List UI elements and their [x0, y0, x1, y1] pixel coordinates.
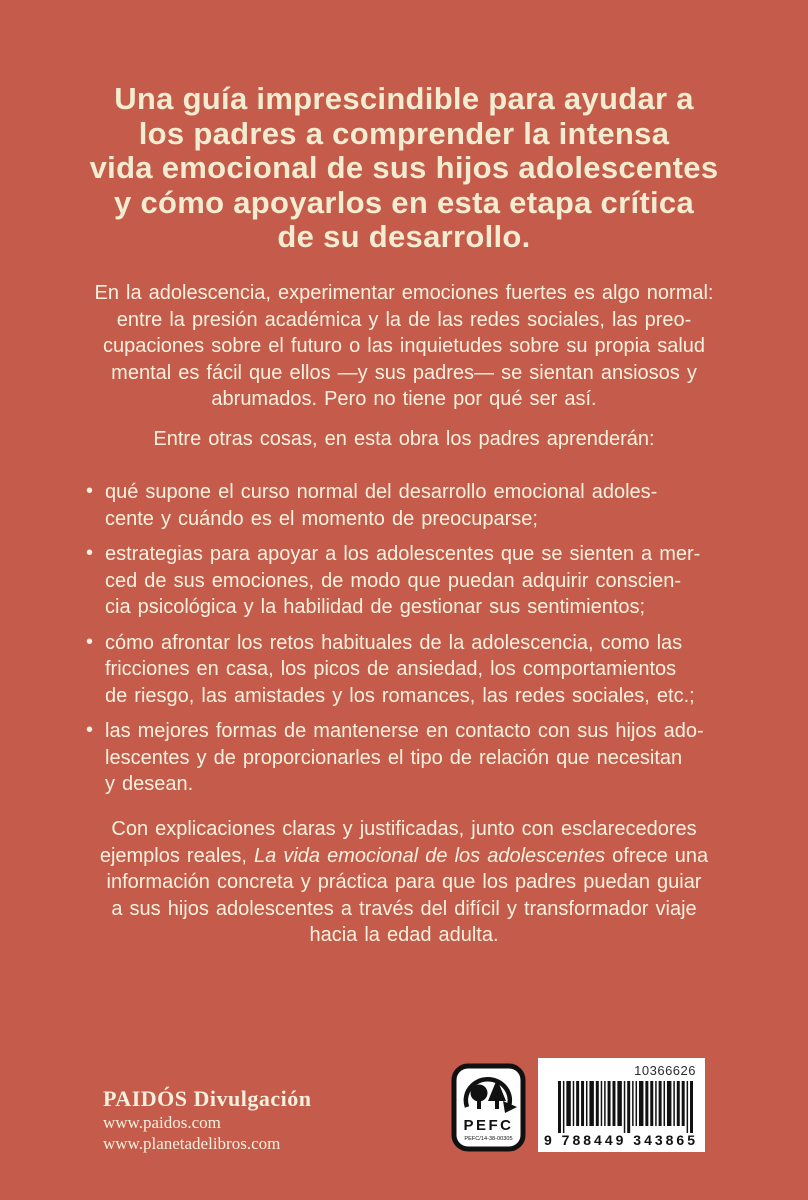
intro-line: En la adolescencia, experimentar emociones fuertes es algo normal:: [94, 282, 714, 304]
headline-line: y cómo apoyarlos en esta etapa crítica: [114, 184, 694, 220]
product-number: 10366626: [634, 1063, 696, 1078]
pefc-logo-svg: [451, 1063, 526, 1152]
publisher-block: [103, 1086, 311, 1154]
closing-line: hacia la edad adulta.: [309, 924, 499, 946]
closing-line: Con explicaciones claras y justificadas, junto con esclarecedores: [111, 818, 697, 840]
pefc-cert-number: PEFC/14-38-00305: [464, 1136, 513, 1142]
bullet-item: • qué supone el curso normal del desarrollo emocional adoles- cente y cuándo es el momento de preocuparse;: [86, 480, 658, 530]
closing-line: a sus hijos adolescentes a través del difícil y transformador viaje: [111, 897, 697, 920]
headline-line: vida emocional de sus hijos adolescentes: [89, 150, 719, 185]
publisher-imprint: PAIDÓS Divulgación: [103, 1086, 312, 1111]
closing-line: información concreta y práctica para que los padres puedan guiar: [106, 871, 702, 893]
bullet-item: • cómo afrontar los retos habituales de la adolescencia, como las fricciones en casa, los picos de ansiedad, los comportamientos de riesgo, las amistades y los romances, las redes sociales, etc.;: [86, 630, 695, 707]
barcode-panel: [538, 1058, 705, 1152]
list-intro: Entre otras cosas, en esta obra los padres aprenderán:: [153, 428, 655, 450]
bullet-dot-icon: •: [86, 719, 94, 741]
bullet-dot-icon: •: [86, 542, 94, 564]
pefc-logo: [451, 1063, 526, 1152]
intro-line: abrumados. Pero no tiene por qué ser así.: [211, 388, 597, 410]
intro-paragraph: [84, 280, 724, 413]
pefc-label: PEFC: [463, 1117, 514, 1134]
url-planetadelibros: www.planetadelibros.com: [103, 1134, 281, 1153]
bullet-item: • estrategias para apoyar a los adolescentes que se sienten a mer- ced de sus emociones, de modo que puedan adquirir conscien- cia psicológica y la habilidad de gestionar sus sentimientos;: [86, 542, 701, 618]
closing-line: ejemplos reales, La vida emocional de los adolescentes ofrece una: [99, 844, 709, 867]
bullet-dot-icon: •: [86, 630, 94, 653]
headline: [0, 82, 808, 255]
bullet-dot-icon: •: [86, 480, 94, 502]
bullet-list: [86, 479, 736, 807]
bullet-item: • las mejores formas de mantenerse en contacto con sus hijos ado- lescentes y de proporcionarles el tipo de relación que necesitan y desean.: [86, 719, 704, 795]
closing-paragraph: [84, 816, 724, 949]
headline-line: los padres a comprender la intensa: [138, 115, 670, 151]
headline-line: Una guía imprescindible para ayudar a: [114, 81, 694, 116]
headline-line: de su desarrollo.: [277, 219, 531, 254]
url-paidos: www.paidos.com: [103, 1113, 221, 1132]
intro-line: entre la presión académica y la de las redes sociales, las preo-: [116, 308, 692, 331]
intro-line: cupaciones sobre el futuro o las inquietudes sobre su propia salud: [102, 335, 706, 357]
barcode-bars-icon: [558, 1081, 693, 1133]
isbn-digits: 9 788449 343865: [544, 1132, 698, 1148]
intro-line: mental es fácil que ellos —y sus padres— se sientan ansiosos y: [111, 361, 697, 384]
book-title-italic: La vida emocional de los adolescentes: [254, 844, 606, 867]
